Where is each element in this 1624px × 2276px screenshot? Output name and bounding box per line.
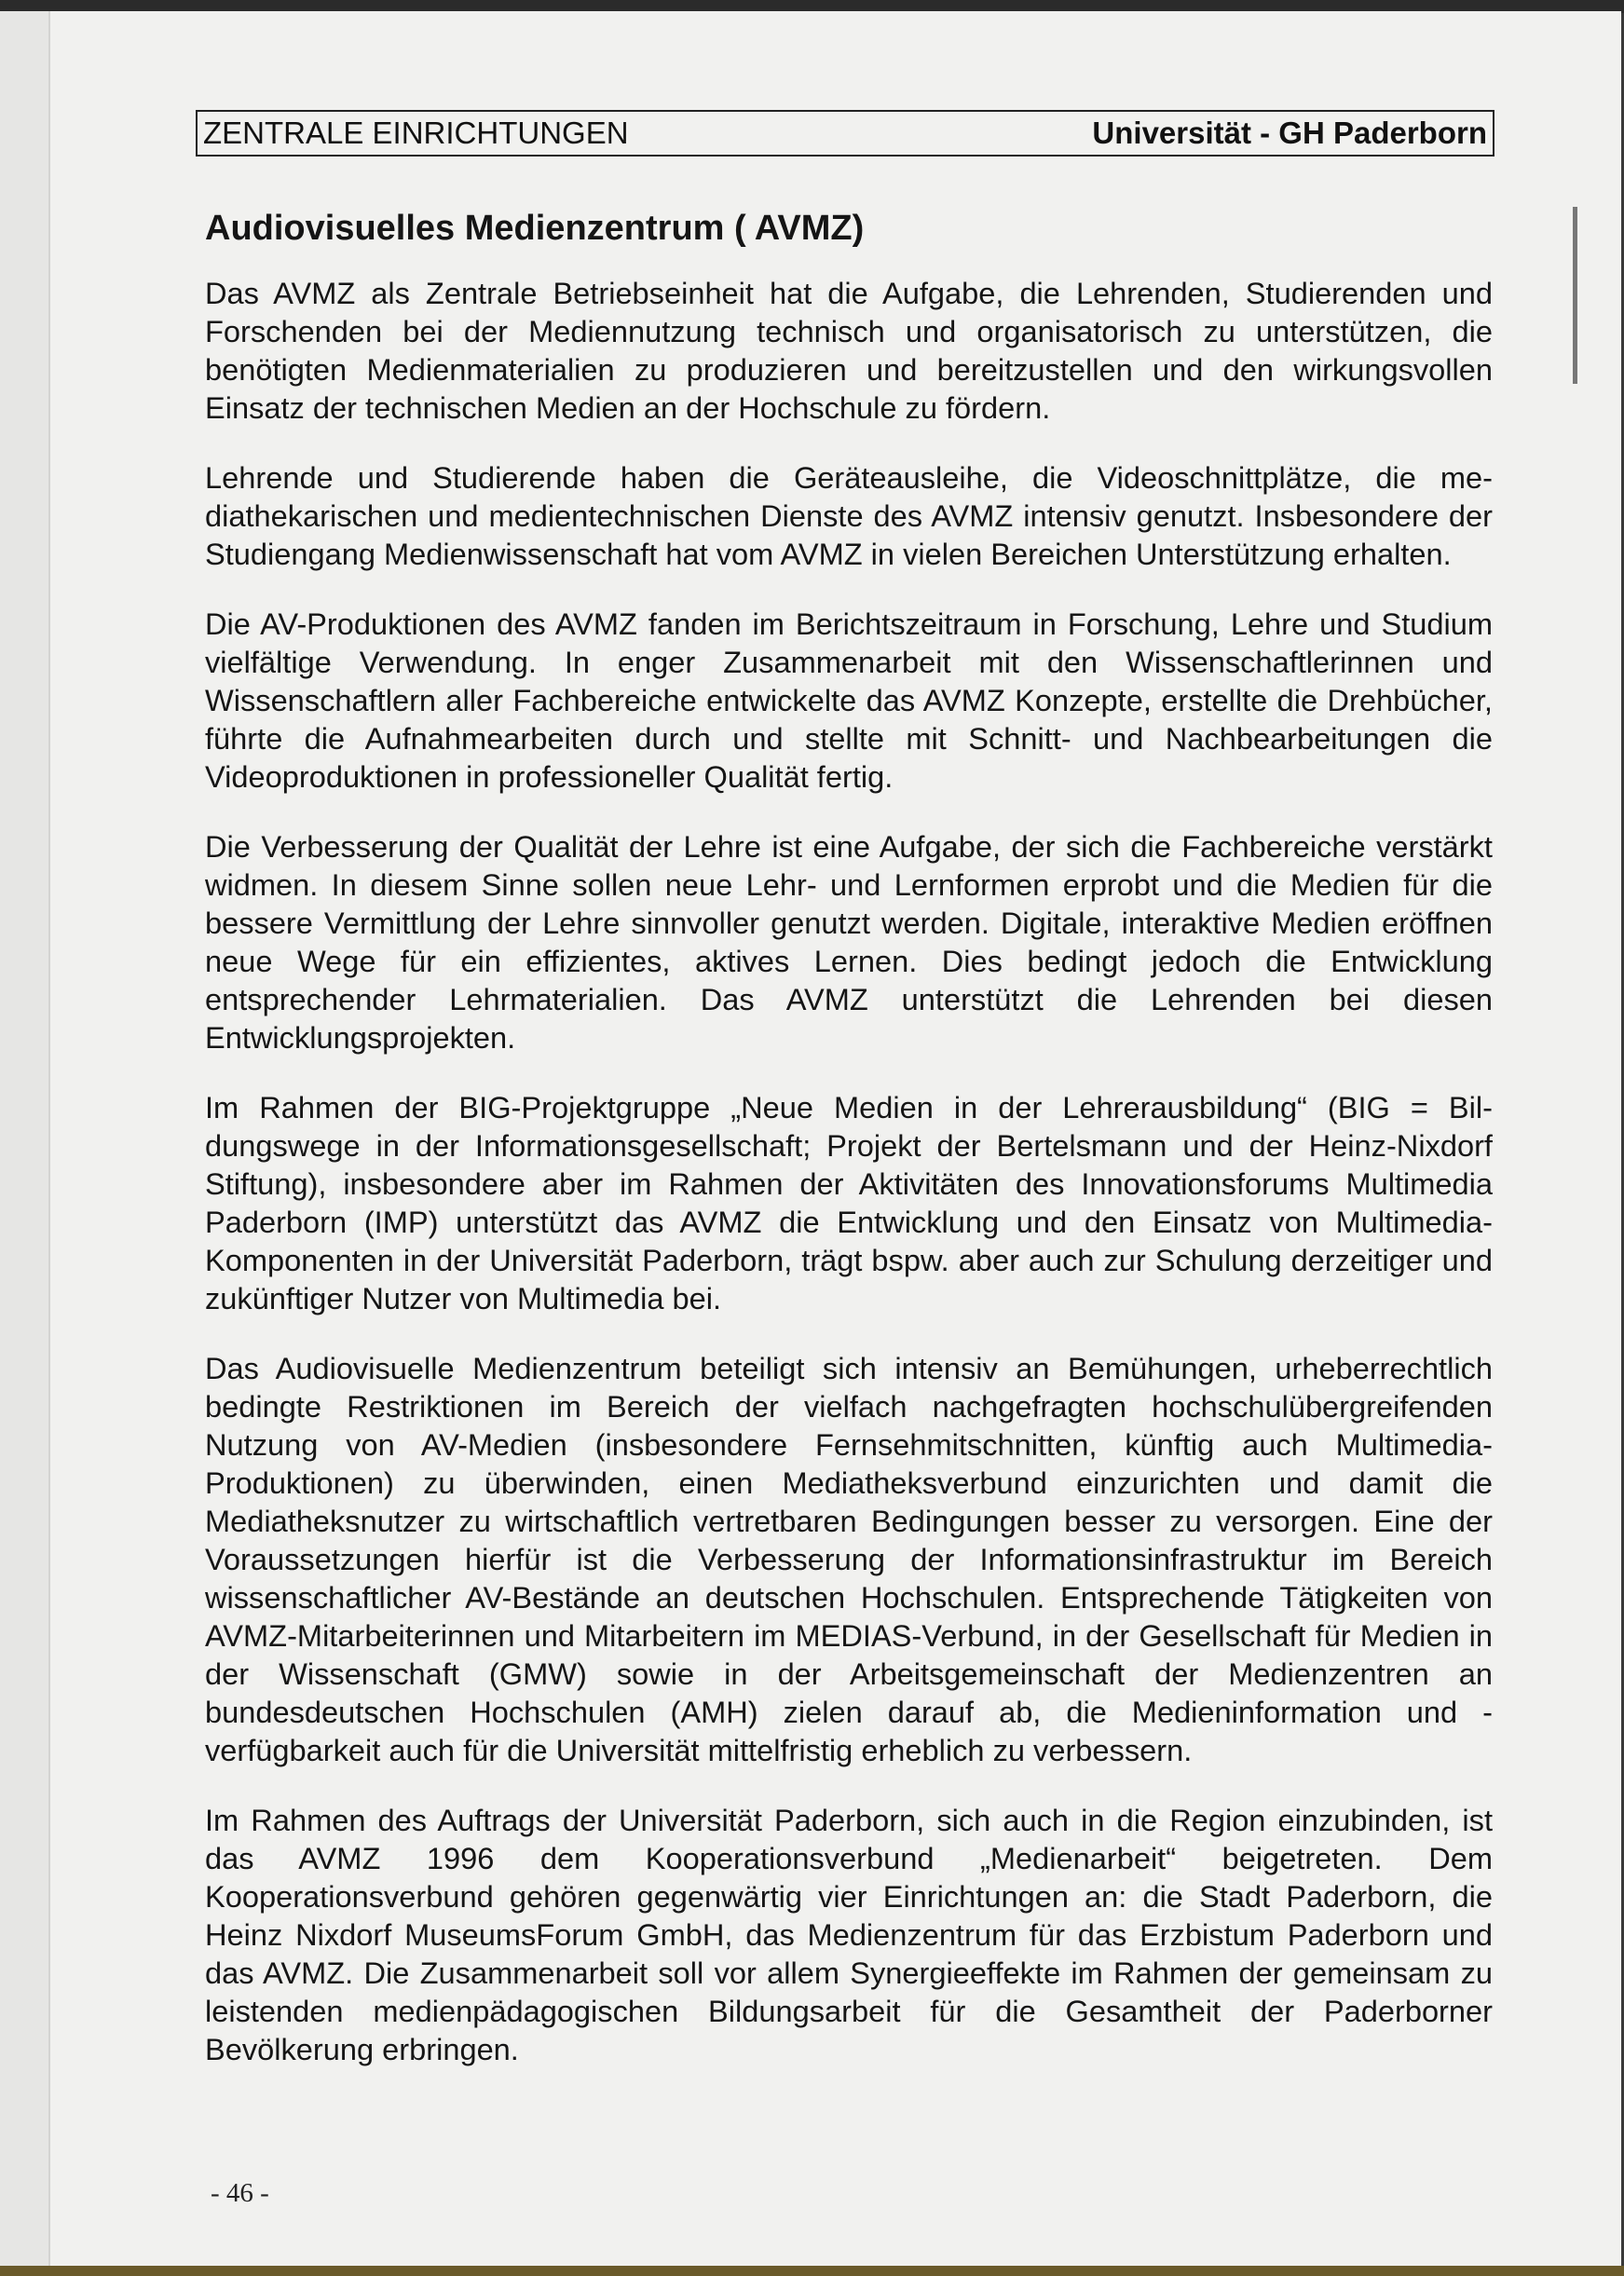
page-title: Audiovisuelles Medienzentrum ( AVMZ) (205, 209, 865, 248)
paragraph-7: Im Rahmen des Auftrags der Universität Paderborn, sich auch in die Region einzubinden, ist das AVMZ 1996 dem Kooperationsverbund „Medienarbeit“ beigetreten. Dem Kooperationsverbund gehören gegenwärtig vier Einrichtungen an: die Stadt Paderborn, die Heinz Nixdorf MuseumsForum GmbH, das Medienzentrum für das Erzbistum Paderborn und das AVMZ. Die Zusammenarbeit soll vor allem Synergieeffekte im Rahmen der gemeinsam zu leistenden medienpädagogischen Bildungsarbeit für die Gesamtheit der Paderborner Bevölkerung erbringen. (205, 1803, 1493, 2066)
paragraph-2: Lehrende und Studierende haben die Geräteausleihe, die Videoschnittplätze, die mediathekarischen und medientechnischen Dienste des AVMZ intensiv genutzt. Insbesondere der Studiengang Medienwissenschaft hat vom AVMZ in vielen Bereichen Unterstützung erhalten. (205, 460, 1493, 571)
paragraph-3: Die AV-Produktionen des AVMZ fanden im Berichtszeitraum in Forschung, Lehre und Studium vielfältige Verwendung. In enger Zusammenarbeit mit den Wissenschaftlerinnen und Wissenschaftlern aller Fachbereiche entwickelte das AVMZ Konzepte, erstellte die Drehbücher, führte die Aufnahmearbeiten durch und stellte mit Schnitt- und Nachbearbeitungen die Videoproduktionen in professioneller Qualität fertig. (205, 606, 1493, 794)
paragraph-6: Das Audiovisuelle Medienzentrum beteiligt sich intensiv an Bemühungen, urheberrechtlich bedingte Restriktionen im Bereich der vielfach nachgefragten hochschulübergreifenden Nutzung von AV-Medien (insbesondere Fernsehmitschnitten, künftig auch Multimedia-Produktionen) zu überwinden, einen Mediatheksverbund einzurichten und damit die Mediatheksnutzer zu wirtschaftlich vertretbaren Bedingungen besser zu versorgen. Eine der Voraussetzungen hierfür ist die Verbesserung der Informationsinfrastruktur im Bereich wissenschaftlicher AV-Bestände an deutschen Hochschulen. Entsprechende Tätigkeiten von AVMZ-Mitarbeiterinnen und Mitarbeitern im MEDIAS-Verbund, in der Gesellschaft für Medien in der Wissenschaft (GMW) sowie in der Arbeitsgemeinschaft der Medienzentren an bundesdeutschen Hochschulen (AMH) zielen darauf ab, die Medieninformation und -verfügbarkeit auch für die Universität mittelfristig erheblich zu verbessern. (205, 1351, 1493, 1767)
paragraph-4: Die Verbesserung der Qualität der Lehre ist eine Aufgabe, der sich die Fachbereiche verstärkt widmen. In diesem Sinne sollen neue Lehr- und Lernformen erprobt und die Medien für die bessere Vermittlung der Lehre sinnvoller genutzt werden. Digitale, interaktive Medien eröffnen neue Wege für ein effizientes, aktives Lernen. Dies bedingt jedoch die Entwicklung entsprechender Lehrmaterialien. Das AVMZ unterstützt die Lehrenden bei diesen Entwicklungsprojekten. (205, 829, 1493, 1055)
paragraph-5: Im Rahmen der BIG-Projektgruppe „Neue Medien in der Lehrerausbildung“ (BIG = Bildungswege in der Informationsgesellschaft; Projekt der Bertelsmann und der Heinz-Nixdorf Stiftung), insbesondere aber im Rahmen der Aktivitäten des Innovationsforums Multimedia Paderborn (IMP) unterstützt das AVMZ die Entwicklung und den Einsatz von Multimedia-Komponenten in der Universität Paderborn, trägt bspw. aber auch zur Schulung derzeitiger und zukünftiger Nutzer von Multimedia bei. (205, 1090, 1493, 1315)
header-university-label: Universität - GH Paderborn (1092, 116, 1487, 150)
main-content (205, 207, 1493, 2100)
scan-border-bottom (0, 2266, 1624, 2276)
header-section-label: ZENTRALE EINRICHTUNGEN (203, 116, 629, 150)
scan-margin-mark (1573, 207, 1577, 384)
page-number: - 46 - (211, 2178, 269, 2208)
paragraph-1: Das AVMZ als Zentrale Betriebseinheit hat die Aufgabe, die Lehrenden, Studierenden und Forschenden bei der Mediennutzung technisch und organisatorisch zu unterstützen, die benötigten Medienmaterialien zu produzieren und bereitzustellen und den wirkungsvollen Einsatz der technischen Medien an der Hochschule zu fördern. (205, 276, 1493, 425)
running-header (196, 110, 1494, 157)
page-fold-edge (48, 11, 50, 2268)
